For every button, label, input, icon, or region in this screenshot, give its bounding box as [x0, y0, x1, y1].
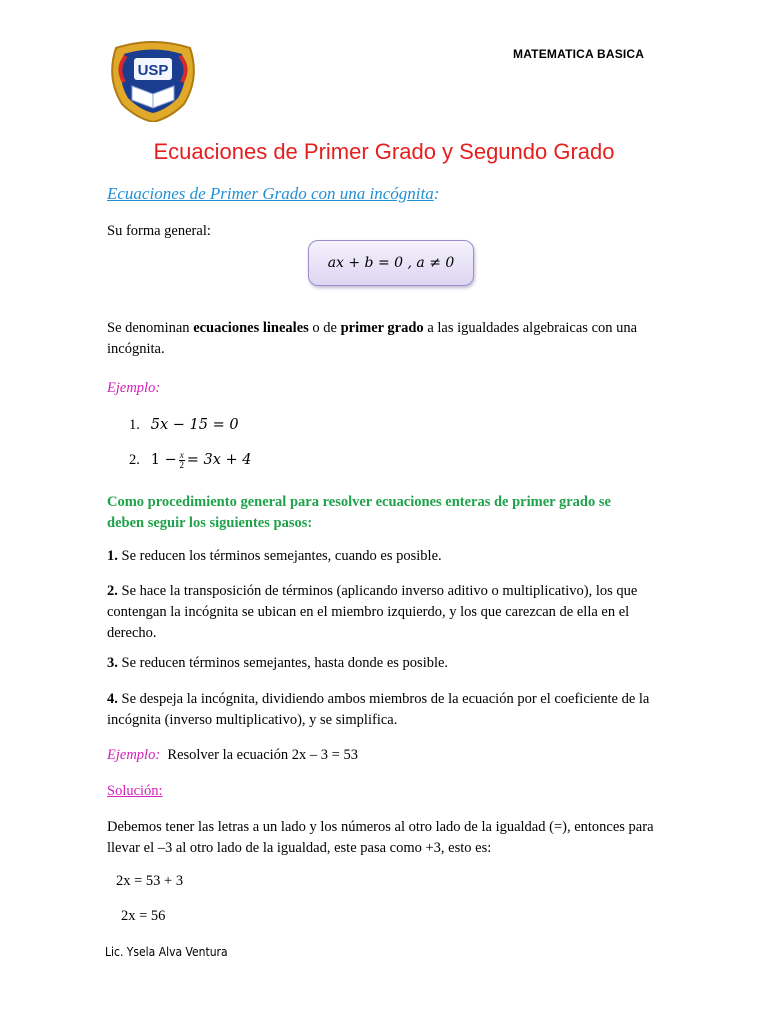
definition-text: Se denominan [107, 320, 194, 336]
definition-text: a las igualdades algebraicas con una incógnita. [107, 320, 638, 357]
definition-paragraph [107, 318, 677, 360]
step-4 [107, 689, 667, 731]
logo-text: USP [137, 62, 169, 79]
example-label: Ejemplo: [107, 380, 161, 396]
fraction [179, 451, 185, 470]
example-2-text: Resolver la ecuación 2x – 3 = 53 [167, 747, 358, 763]
example-number: 1. [129, 417, 140, 433]
section-title-colon: : [433, 184, 440, 203]
step-number: 2. [107, 583, 118, 599]
general-form-formula: ax + b = 0 , a ≠ 0 [308, 240, 474, 286]
course-header: MATEMATICA BASICA [513, 47, 645, 61]
fraction-denominator: 2 [179, 460, 184, 471]
procedure-intro: Como procedimiento general para resolver ecuaciones enteras de primer grado se deben seguir los siguientes pasos: [107, 494, 611, 531]
step-text: Se despeja la incógnita, dividiendo ambos miembros de la ecuación por el coeficiente de la incógnita (inverso multiplicativo), y se simplifica. [107, 691, 650, 728]
step-text: Se reducen los términos semejantes, cuando es posible. [117, 548, 442, 564]
definition-text: o de [308, 320, 341, 336]
footer-author: Lic. Ysela Alva Ventura [105, 945, 228, 959]
example-item-2 [129, 450, 689, 471]
step-number: 1. [107, 548, 118, 564]
general-form-label: Su forma general: [107, 223, 211, 239]
example-expression-pre: 1 − [150, 452, 177, 468]
section-heading [107, 184, 439, 204]
definition-term-lineales: ecuaciones lineales [193, 320, 309, 336]
example-2 [107, 745, 667, 766]
solution-label: Solución: [107, 783, 163, 799]
university-logo [104, 38, 202, 122]
step-text: Se hace la transposición de términos (aplicando inverso aditivo o multiplicativo), los que contengan la incógnita se ubican en el miembro izquierdo, y los que carezcan de ella en el derecho. [107, 583, 638, 641]
solution-text: Debemos tener las letras a un lado y los números al otro lado de la igualdad (=), entonces para llevar el –3 al otro lado de la igualdad, este pasa como +3, esto es: [107, 819, 654, 856]
example-expression-post: = 3x + 4 [186, 452, 252, 468]
page-title: Ecuaciones de Primer Grado y Segundo Grado [153, 139, 615, 164]
example-2-label: Ejemplo: [107, 747, 161, 763]
step-number: 3. [107, 655, 118, 671]
step-2 [107, 581, 667, 644]
definition-term-primer-grado: primer grado [340, 320, 424, 336]
step-number: 4. [107, 691, 118, 707]
solution-line-2: 2x = 56 [121, 908, 166, 924]
solution-line-1: 2x = 53 + 3 [116, 873, 184, 889]
example-number: 2. [129, 452, 140, 468]
fraction-numerator: x [179, 450, 184, 461]
section-title-text: Ecuaciones de Primer Grado con una incógnita [107, 184, 434, 203]
example-item-1 [129, 415, 689, 436]
step-text: Se reducen términos semejantes, hasta donde es posible. [117, 655, 449, 671]
example-expression: 5x − 15 = 0 [150, 417, 239, 433]
step-1 [107, 546, 667, 567]
step-3 [107, 653, 667, 674]
